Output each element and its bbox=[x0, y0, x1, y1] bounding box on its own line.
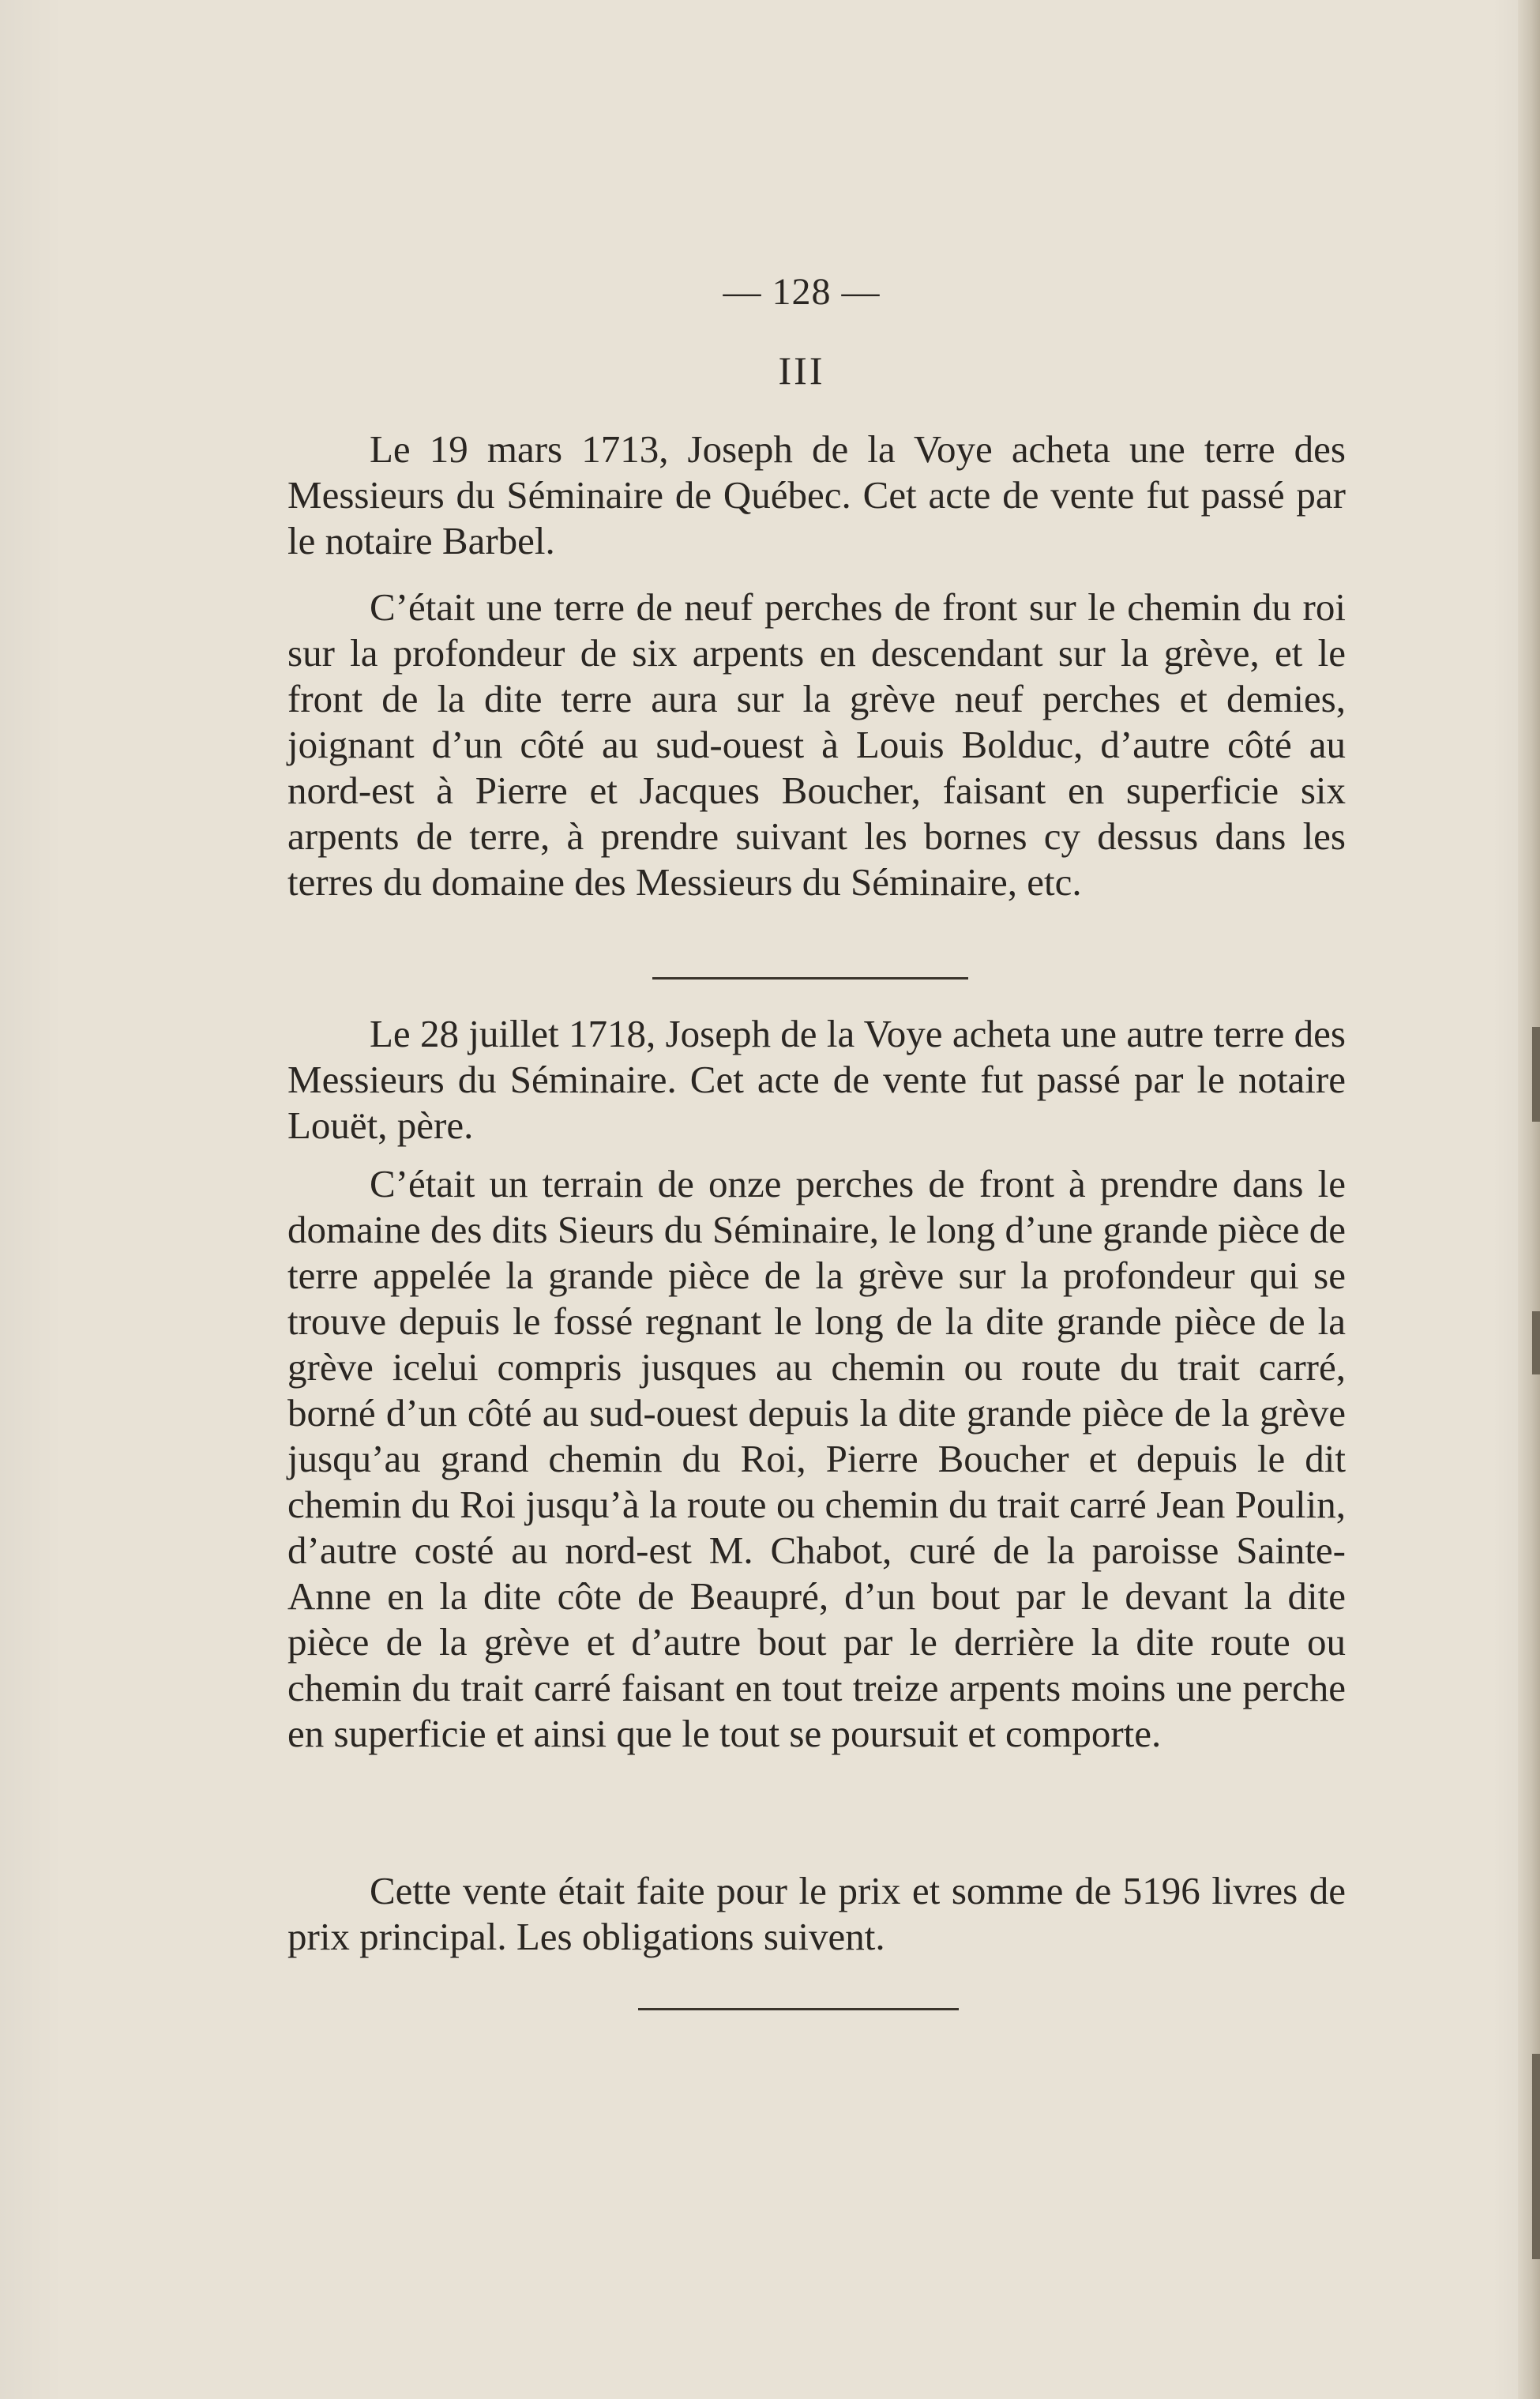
paragraph-text: C’était une terre de neuf perches de front sur le chemin du roi sur la profondeur de six arpents en descendant sur la grève, et le front de la dite terre aura sur la grève neuf perches et demies, joignant d’un côté au sud-ouest à Louis Bolduc, d’autre côté au nord-est à Pierre et Jacques Boucher, faisant en superficie six arpents de terre, à prendre suivant les bornes cy dessus dans les terres du domaine des Messieurs du Séminaire, etc. bbox=[287, 585, 1346, 904]
edge-mark bbox=[1532, 1027, 1540, 1122]
section-heading: III bbox=[778, 348, 825, 393]
paragraph-text: Le 19 mars 1713, Joseph de la Voye acheta une terre des Messieurs du Séminaire de Québec. Cet acte de vente fut passé par le notaire Barbel. bbox=[287, 427, 1346, 562]
edge-mark bbox=[1532, 2054, 1540, 2259]
paragraph-text: C’était un terrain de onze perches de front à prendre dans le domaine des dits Sieurs du Séminaire, le long d’une grande pièce de terre appelée la grande pièce de la grève sur la profondeur qui se trouve depuis le fossé regnant le long de la dite grande pièce de la grève icelui compris jusques au chemin ou route du trait carré, borné d’un côté au sud-ouest depuis la dite grande pièce de la grève jusqu’au grand chemin du Roi, Pierre Boucher et depuis le dit chemin du Roi jusqu’à la route ou chemin du trait carré Jean Poulin, d’autre costé au nord-est M. Chabot, curé de la paroisse Sainte-Anne en la dite côte de Beaupré, d’un bout par le devant la dite pièce de la grève et d’autre bout par le derrière la dite route ou chemin du trait carré faisant en tout treize arpents moins une perche en superficie et ainsi que le tout se poursuit et comporte. bbox=[287, 1162, 1346, 1755]
edge-mark bbox=[1532, 1311, 1540, 1374]
paragraph-text: Le 28 juillet 1718, Joseph de la Voye acheta une autre terre des Messieurs du Séminaire. Cet acte de vente fut passé par le notaire Louët, père. bbox=[287, 1012, 1346, 1147]
paragraph-text: Cette vente était faite pour le prix et somme de 5196 livres de prix principal. Les obligations suivent. bbox=[287, 1869, 1346, 1958]
paragraph-3 bbox=[287, 1011, 1346, 1149]
paragraph-2 bbox=[287, 585, 1346, 905]
paragraph-4 bbox=[287, 1161, 1346, 1757]
section-divider bbox=[652, 977, 968, 980]
end-divider bbox=[638, 2008, 959, 2010]
page-number: — 128 — bbox=[723, 271, 881, 313]
paragraph-1 bbox=[287, 427, 1346, 564]
paragraph-5 bbox=[287, 1868, 1346, 1960]
